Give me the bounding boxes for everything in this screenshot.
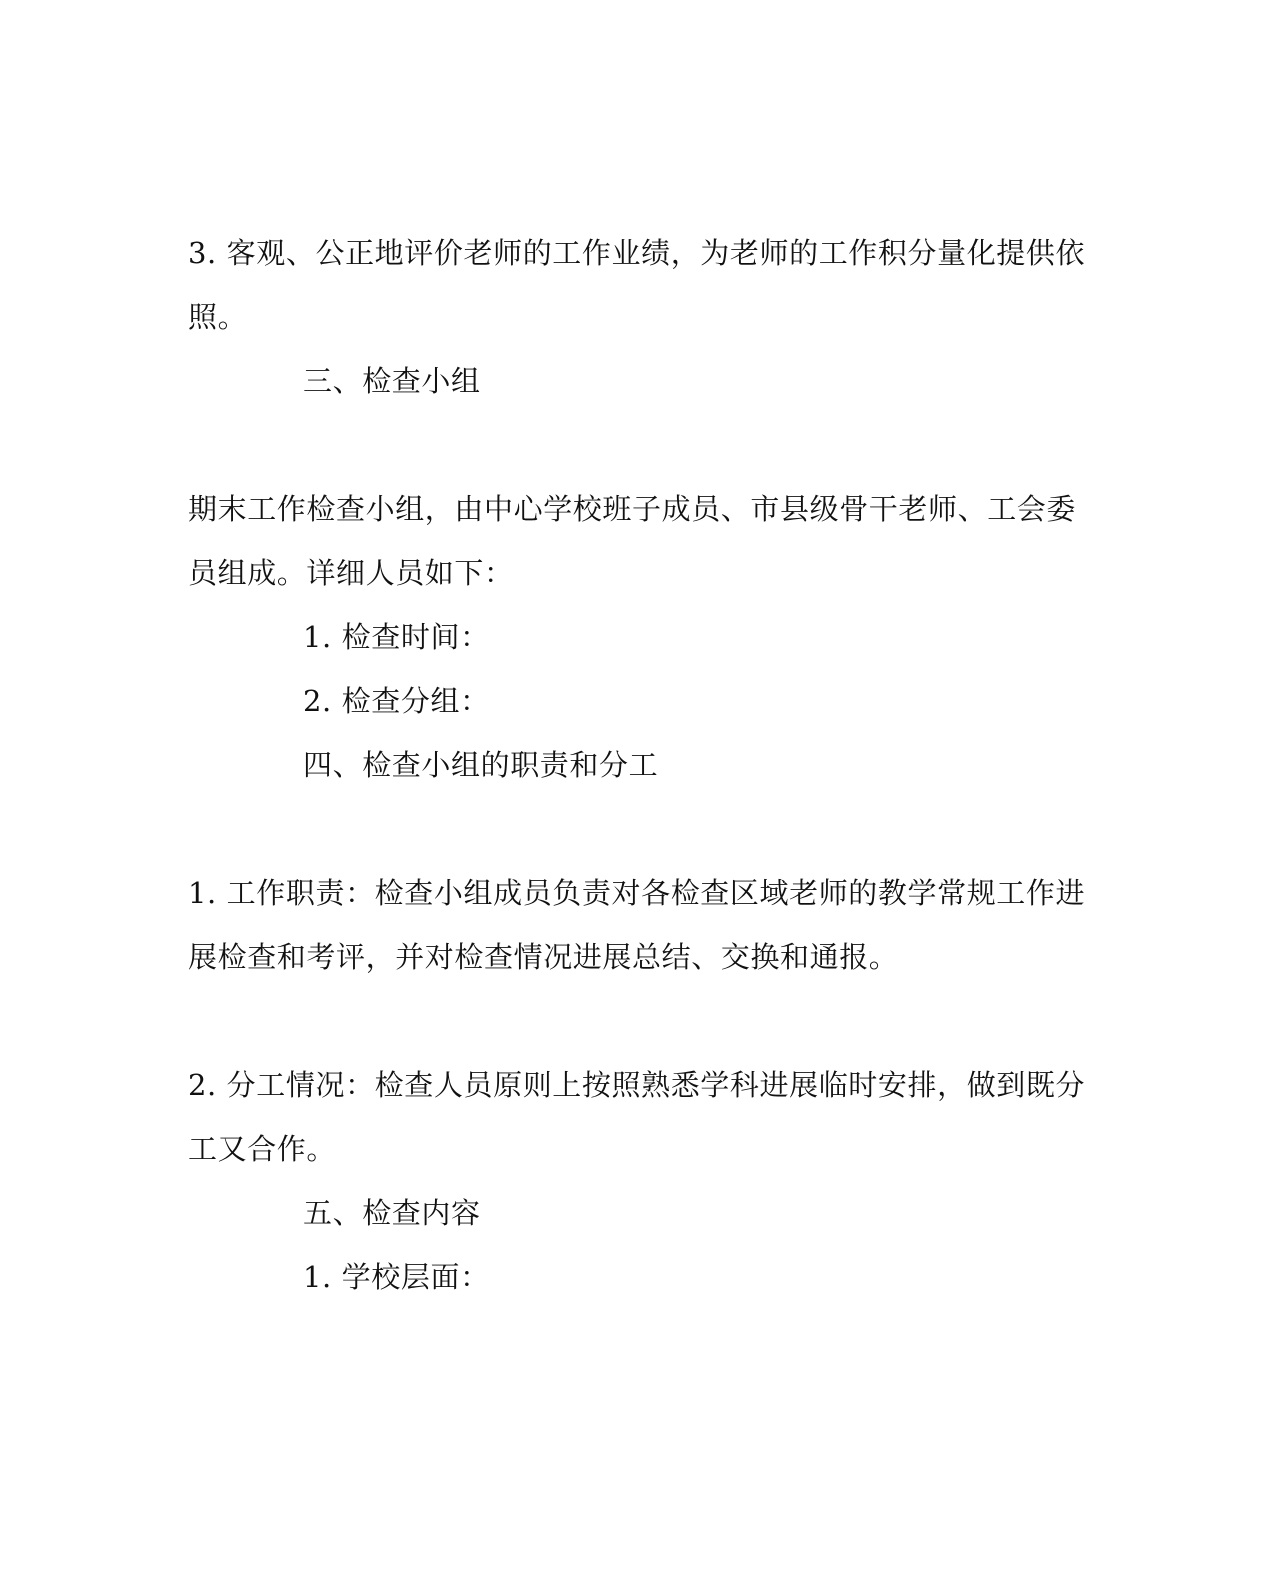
section-heading-3: 三、检查小组 [303, 364, 481, 398]
list-item-check-group: 2. 检查分组： [303, 684, 490, 718]
section-heading-5: 五、检查内容 [303, 1196, 481, 1230]
section-heading-4: 四、检查小组的职责和分工 [303, 748, 659, 782]
paragraph-duty-line-2: 展检查和考评，并对检查情况进展总结、交换和通报。 [188, 940, 899, 974]
paragraph-3-line-2: 照。 [188, 300, 248, 334]
paragraph-division-line-1: 2. 分工情况：检查人员原则上按照熟悉学科进展临时安排，做到既分 [188, 1068, 1086, 1102]
paragraph-duty-line-1: 1. 工作职责：检查小组成员负责对各检查区域老师的教学常规工作进 [188, 876, 1086, 910]
paragraph-group-line-2: 员组成。详细人员如下： [188, 556, 514, 590]
list-item-school-level: 1. 学校层面： [303, 1260, 490, 1294]
list-item-check-time: 1. 检查时间： [303, 620, 490, 654]
paragraph-division-line-2: 工又合作。 [188, 1132, 337, 1166]
paragraph-3-line-1: 3. 客观、公正地评价老师的工作业绩，为老师的工作积分量化提供依 [188, 236, 1086, 270]
paragraph-group-line-1: 期末工作检查小组，由中心学校班子成员、市县级骨干老师、工会委 [188, 492, 1077, 526]
